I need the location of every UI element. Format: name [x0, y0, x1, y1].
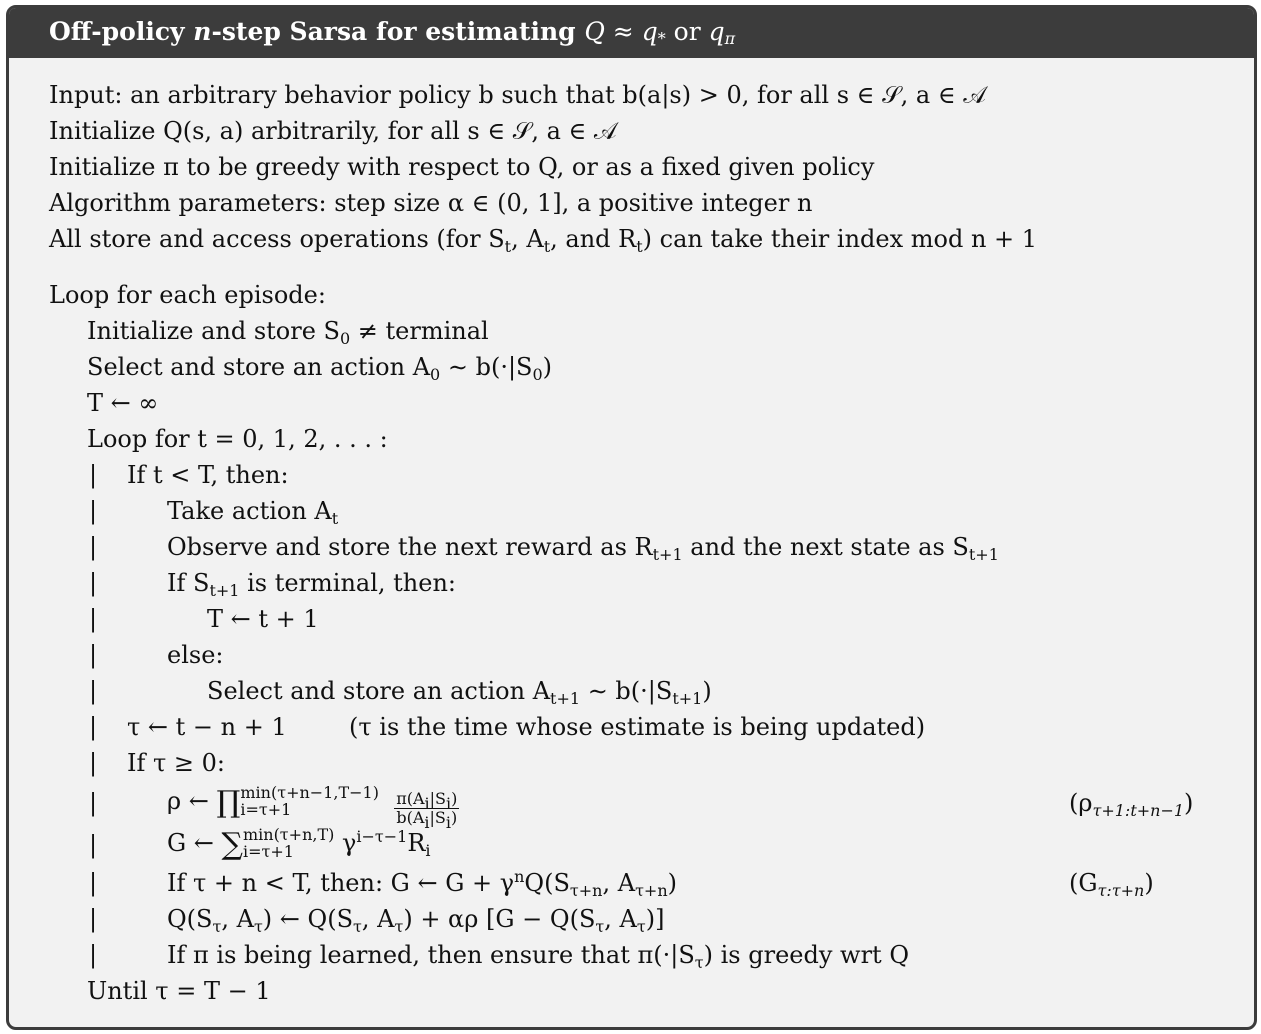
line-init-s0: Initialize and store $S_0$ ≠ terminal [87, 317, 489, 348]
line-input: Input: an arbitrary behavior policy b such that b(a|s) > 0, for all s ∈ 𝒮, a ∈ 𝒜 [49, 81, 986, 109]
loop-bar: | [89, 905, 98, 933]
line-loop-t: Loop for t = 0, 1, 2, . . . : [87, 425, 388, 453]
line-tau-comment: (τ is the time whose estimate is being updated) [349, 713, 926, 741]
line-else: else: [167, 641, 224, 669]
sum-limits: min(τ+n,T) i=τ+1 [242, 825, 335, 861]
loop-bar: | [89, 497, 98, 525]
line-init-pi: Initialize π to be greedy with respect to Q, or as a fixed given policy [49, 153, 875, 181]
rho-note: $(\rho_{\tau+1:t+n-1})$ [1069, 789, 1194, 820]
G-note: $(G_{\tau:\tau+n})$ [1069, 869, 1154, 900]
algorithm-body [9, 58, 1254, 1027]
line-Q-update: $Q(S_\tau$, $A_\tau$) ← $Q(S_\tau$, $A_\tau) + \alpha\rho$ [$G - Q(S_\tau$, $A_\tau$)] [167, 905, 665, 936]
line-if-tau-n: If τ + n < T, then: G ← $G + \gamma^nQ(S_{\tau+n}$, $A_{\tau+n}$) [167, 867, 677, 900]
line-if-t-lt-T: If t < T, then: [127, 461, 289, 489]
loop-bar: | [89, 677, 98, 705]
loop-bar: | [89, 605, 98, 633]
line-observe: Observe and store the next reward as $R_{t+1}$ and the next state as $S_{t+1}$ [167, 533, 999, 564]
product-limits: min(τ+n−1,T−1) i=τ+1 [240, 783, 379, 819]
line-G-sum: G ← ∑ min(τ+n,T) i=τ+1 $\gamma^{i-\tau-1}R_i$ [167, 825, 431, 862]
line-parameters: Algorithm parameters: step size α ∈ (0, 1], a positive integer n [49, 189, 813, 217]
algorithm-header [9, 8, 1254, 58]
algorithm-title: Off-policy n-step Sarsa for estimating $Q \approx q_*$ or $q_\pi$ [49, 17, 736, 48]
loop-bar: | [89, 749, 98, 777]
loop-bar: | [89, 461, 98, 489]
line-select-next-action: Select and store an action $A_{t+1}$ ∼ $b(\cdot|S_{t+1})$ [207, 677, 712, 708]
loop-bar: | [89, 533, 98, 561]
line-until: Until τ = T − 1 [87, 977, 271, 1005]
line-take-action: Take action $A_t$ [167, 497, 339, 528]
loop-bar: | [89, 869, 98, 897]
line-rho: ρ ← ∏ min(τ+n−1,T−1) i=τ+1 $\frac{\pi(A_i|S_i)}{b(A_i|S_i)}$ [167, 783, 458, 832]
line-greedy: If π is being learned, then ensure that $\pi(\cdot|S_\tau)$ is greedy wrt Q [167, 941, 909, 972]
line-set-T: T ← t + 1 [207, 605, 319, 633]
loop-bar: | [89, 941, 98, 969]
line-select-a0: Select and store an action $A_0$ ∼ $b(\cdot|S_0)$ [87, 353, 553, 384]
importance-ratio: $\frac{\pi(A_i|S_i)}{b(A_i|S_i)}$ [396, 789, 458, 832]
algorithm-box [6, 5, 1257, 1030]
line-if-terminal: If $S_{t+1}$ is terminal, then: [167, 569, 457, 600]
line-loop-episode: Loop for each episode: [49, 281, 326, 309]
line-if-tau: If τ ≥ 0: [127, 749, 225, 777]
line-init-q: Initialize Q(s, a) arbitrarily, for all s ∈ 𝒮, a ∈ 𝒜 [49, 117, 617, 145]
loop-bar: | [89, 831, 98, 859]
loop-bar: | [89, 713, 98, 741]
loop-bar: | [89, 789, 98, 817]
line-store-ops: All store and access operations (for $S_t$, $A_t$, and $R_t$) can take their index mod n + 1 [49, 225, 1038, 256]
loop-bar: | [89, 569, 98, 597]
line-tau: τ ← t − n + 1 [127, 713, 287, 741]
line-t-infinity: T ← ∞ [87, 389, 159, 417]
loop-bar: | [89, 641, 98, 669]
